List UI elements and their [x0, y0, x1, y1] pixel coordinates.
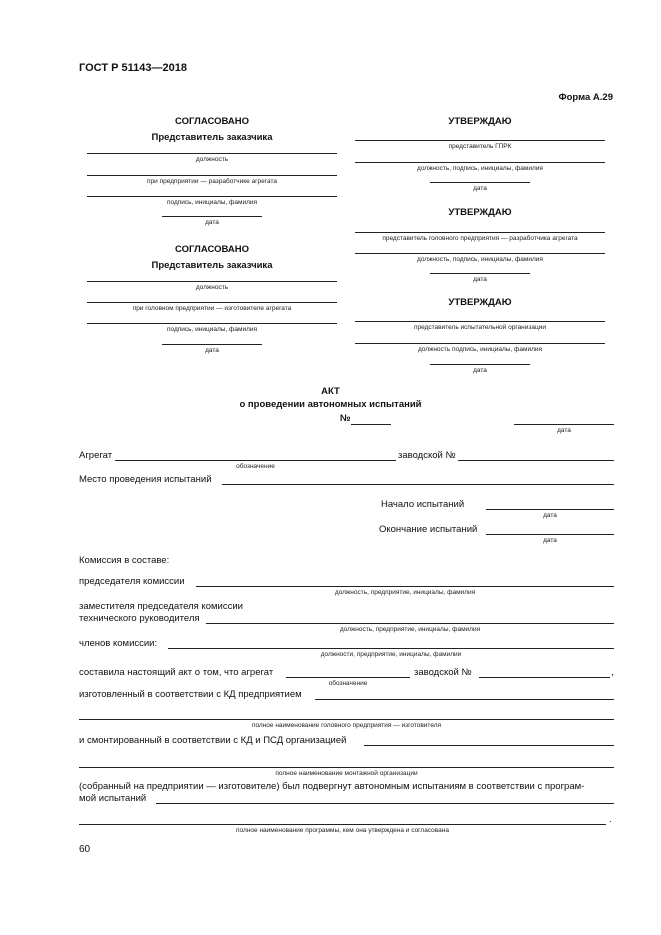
act-number-line[interactable]: [351, 424, 391, 425]
act-title: АКТ: [321, 386, 340, 397]
field-caption: представитель испытательной организации: [414, 324, 546, 331]
signature-line[interactable]: [87, 302, 337, 303]
date-caption: дата: [557, 427, 571, 434]
date-caption: дата: [205, 219, 219, 226]
date-caption: дата: [543, 537, 557, 544]
aggregate-label: Агрегат: [79, 450, 113, 461]
field-caption: должность: [195, 156, 229, 163]
date-caption: дата: [473, 185, 487, 192]
program-line-2[interactable]: [79, 824, 606, 825]
act-date-line[interactable]: [514, 424, 614, 425]
field-caption: должность подпись, инициалы, фамилия: [417, 346, 543, 353]
assembled-text-1: (собранный на предприятии — изготовителе) был подвергнут автономным испытаниям в соответствии с програм-: [79, 781, 585, 792]
date-caption: дата: [543, 512, 557, 519]
test-place-label: Место проведения испытаний: [79, 474, 212, 485]
signature-line[interactable]: [355, 162, 605, 163]
field-caption: при предприятии — разработчике агрегата: [147, 178, 277, 185]
members-line[interactable]: [168, 648, 614, 649]
test-start-line[interactable]: [486, 509, 614, 510]
mounted-line-1[interactable]: [364, 745, 614, 746]
field-caption: представитель головного предприятия — разработчика агрегата: [382, 235, 578, 242]
signature-line[interactable]: [87, 323, 337, 324]
field-caption: представитель ГПРК: [448, 143, 512, 150]
manufactured-label: изготовленный в соответствии с КД предприятием: [79, 689, 302, 700]
date-line[interactable]: [430, 182, 530, 183]
mounting-org-caption: полное наименование монтажной организации: [275, 770, 418, 777]
chairman-label: председателя комиссии: [79, 576, 185, 587]
serial-number-line[interactable]: [458, 460, 614, 461]
field-caption: подпись, инициалы, фамилия: [166, 326, 258, 333]
date-caption: дата: [205, 347, 219, 354]
designation-caption: обозначение: [236, 463, 275, 470]
date-line[interactable]: [430, 273, 530, 274]
chairman-line[interactable]: [196, 586, 614, 587]
assembled-text-2: мой испытаний: [79, 793, 147, 804]
date-caption: дата: [473, 367, 487, 374]
drafted-aggregate-line[interactable]: [286, 677, 410, 678]
signature-line[interactable]: [87, 196, 337, 197]
signature-line[interactable]: [355, 321, 605, 322]
approval-subtitle: Представитель заказчика: [151, 132, 273, 143]
persons-caption: должности, предприятие, инициалы, фамилии: [320, 651, 462, 658]
signature-line[interactable]: [355, 253, 605, 254]
approval-title: УТВЕРЖДАЮ: [448, 297, 512, 308]
comma: ,: [611, 667, 614, 678]
signature-line[interactable]: [87, 175, 337, 176]
manufacturer-caption: полное наименование головного предприятия — изготовителя: [251, 722, 442, 729]
field-caption: подпись, инициалы, фамилия: [166, 199, 258, 206]
approval-title: УТВЕРЖДАЮ: [448, 116, 512, 127]
signature-line[interactable]: [87, 281, 337, 282]
field-caption: должность, подпись, инициалы, фамилия: [417, 256, 543, 263]
drafted-label: составила настоящий акт о том, что агрегат: [79, 667, 274, 678]
deputy-line[interactable]: [206, 623, 614, 624]
person-caption: должность, предприятие, инициалы, фамилия: [339, 626, 481, 633]
aggregate-line[interactable]: [115, 460, 396, 461]
form-number: Форма А.29: [558, 92, 613, 103]
signature-line[interactable]: [355, 140, 605, 141]
test-start-label: Начало испытаний: [381, 499, 465, 510]
serial-number-label: заводской №: [398, 450, 456, 461]
field-caption: при головном предприятии — изготовителе агрегата: [132, 305, 292, 312]
field-caption: должность, подпись, инициалы, фамилия: [417, 165, 543, 172]
manufactured-line-1[interactable]: [315, 699, 614, 700]
period: .: [609, 814, 612, 825]
approval-title: СОГЛАСОВАНО: [175, 116, 249, 127]
date-caption: дата: [473, 276, 487, 283]
signature-line[interactable]: [355, 232, 605, 233]
field-caption: должность: [195, 284, 229, 291]
test-end-line[interactable]: [486, 534, 614, 535]
date-line[interactable]: [430, 364, 530, 365]
mounted-label: и смонтированный в соответствии с КД и ПСД организацией: [79, 735, 347, 746]
standard-number: ГОСТ Р 51143—2018: [79, 62, 187, 74]
manufactured-line-2[interactable]: [79, 719, 614, 720]
person-caption: должность, предприятие, инициалы, фамилия: [334, 589, 476, 596]
signature-line[interactable]: [87, 153, 337, 154]
approval-title: СОГЛАСОВАНО: [175, 244, 249, 255]
page-number: 60: [79, 844, 91, 855]
act-number-label: №: [340, 413, 351, 424]
test-place-line[interactable]: [222, 484, 614, 485]
members-label: членов комиссии:: [79, 638, 158, 649]
date-line[interactable]: [162, 344, 262, 345]
serial-number-label: заводской №: [414, 667, 472, 678]
date-line[interactable]: [162, 216, 262, 217]
deputy-label-2: технического руководителя: [79, 613, 200, 624]
approval-subtitle: Представитель заказчика: [151, 260, 273, 271]
mounted-line-2[interactable]: [79, 767, 614, 768]
test-end-label: Окончание испытаний: [379, 524, 478, 535]
deputy-label-1: заместителя председателя комиссии: [79, 601, 243, 612]
program-caption: полное наименование программы, кем она утверждена и согласована: [236, 827, 449, 834]
drafted-serial-line[interactable]: [479, 677, 610, 678]
signature-line[interactable]: [355, 343, 605, 344]
act-subtitle: о проведении автономных испытаний: [239, 399, 422, 410]
program-line-1[interactable]: [156, 803, 614, 804]
commission-label: Комиссия в составе:: [79, 555, 170, 566]
designation-caption: обозначение: [328, 680, 368, 687]
approval-title: УТВЕРЖДАЮ: [448, 207, 512, 218]
